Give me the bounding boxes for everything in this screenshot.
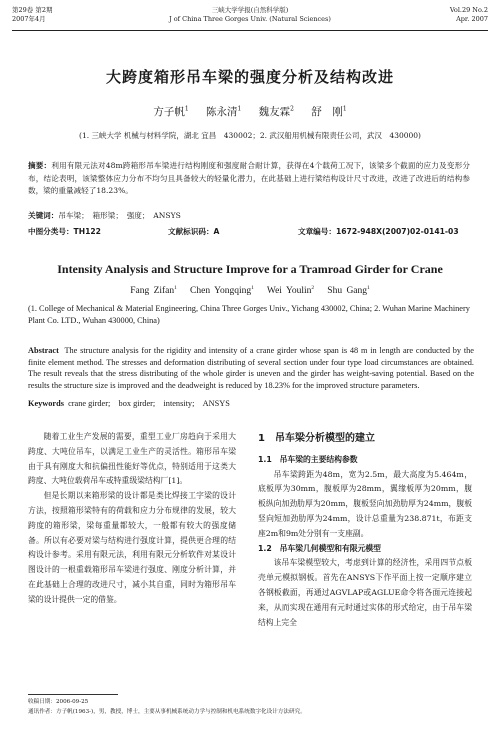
- footnote-received: 收稿日期：2006-09-25: [28, 699, 89, 705]
- clc-number: 中图分类号：TH122: [28, 227, 101, 236]
- author-cn: 方子帆$^1$: [153, 105, 189, 118]
- body-right-column: [258, 430, 472, 630]
- authors-chinese: [0, 104, 500, 119]
- document-code: 文献标识码：A: [168, 227, 220, 236]
- affiliation-chinese: (1. 三峡大学 机械与材料学院，湖北 宜昌 430002；2. 武汉船用机械有限责任公司，武汉 430000): [79, 131, 421, 140]
- body-paragraph: 该吊车梁模型较大，考虑到计算的经济性，采用四节点板壳单元模拟钢板。首先在ANSYS下作平面上按一定顺序建立各钢板截面，再通过AGVLAP或AGLUE命令将各面元连接起来，从而实现在通用有元时通过实体的形式给定，由于吊车梁结构上完全: [258, 558, 472, 627]
- subsection-heading: 1.1 吊车梁的主要结构参数: [258, 454, 358, 464]
- author-cn: 陈永清$^1$: [206, 105, 242, 118]
- abstract-text: 利用有限元法对48m跨箱形吊车梁进行结构刚度和强度耐合耐计算，获得在4个载荷工况下，该梁多个截面的应力及变形分布，结论表明，该梁整体应力分布不均匀且具备较大的轻量化潜力，在此基础上进行梁结构设计尺寸改进，改进了改进后的结构参数，梁的重量减轻了18.23%。: [28, 161, 470, 195]
- header-issue: Vol.29 No.2 Apr. 2007: [449, 6, 488, 23]
- footnote-author: 通讯作者：方子帆(1963-)，男，教授，博士，主要从事机械系统动力学与控制和机电系统数字化设计方法研究。: [28, 709, 306, 715]
- keywords-text: 吊车梁； 箱形梁； 强度； ANSYS: [58, 211, 181, 220]
- affiliation-english: (1. College of Mechanical & Material Engineering, China Three Gorges Univ., Yichang 430002, China; 2. Wuhan Marine Machinery Plant Co. LTD., Wuhan 430000, China): [28, 304, 470, 325]
- author-cn: 舒 刚$^1$: [311, 105, 347, 118]
- body-paragraph: 吊车梁跨距为48m，宽为2.5m，最大高度为5.464m，底板厚为30mm，腹板厚为28mm，翼缘板厚为20mm，腹板纵向加劲肋厚为20mm，腹板竖向加劲肋厚为24mm，腹板竖向短加劲肋厚为24mm，设计总重量为238.871t，布距支座2m和9m处分别有一支座副。: [258, 469, 472, 538]
- title-chinese: 大跨度箱形吊车梁的强度分析及结构改进: [105, 68, 394, 86]
- body-paragraph: 随着工业生产发展的需要，重型工业厂房趋向于采用大跨度、大吨位吊车，以满足工业生产的灵活性。箱形吊车梁由于具有刚度大和抗偏扭性能好等优点，特别适用于这类大跨度、大吨位载荷吊车或特重级梁结构厂[1]。: [28, 432, 236, 486]
- abstract-en-text: The structure analysis for the rigidity and intensity of a crane girder whose span is 48 m in length are conducted by the finite element method. The stresses and deformation distributing of several section under four type load circumstances are obtained. The result reveals that the stress distributing of the whole girder is uneven and the girder has weight-saving potential. Based on the results the structure size is improved and the deadweight is reduced by 18.23% for the improved structure parameters.: [28, 346, 474, 390]
- body-left-column: [28, 430, 236, 608]
- body-paragraph: 但是长期以来箱形梁的设计都是类比焊接工字梁的设计方法，按照箱形梁特有的荷载和应力分布规律的发展，较大跨度的箱形梁，梁每重量都较大，一般都有较大的强度储备。所以有必要对梁与结构进行强度计算，提供更合理的结构设计参考。采用有限元法，利用有限元分析软件对某设计图设计的一根重载箱形吊车梁进行强度、刚度分析计算，并在此基础上合理的改进尺寸，减小其自重，同时为箱形吊车梁的设计提供一定的借鉴。: [28, 491, 236, 604]
- keywords-english: [28, 397, 474, 409]
- subsection-heading: 1.2 吊车梁几何模型和有限元模型: [258, 543, 381, 553]
- author-en: Shu Gang$^1$: [327, 285, 370, 297]
- abstract-english: [28, 345, 474, 391]
- abstract-en-label: Abstract: [28, 346, 59, 355]
- footnotes: [28, 697, 474, 717]
- title-english: Intensity Analysis and Structure Improve for a Tramroad Girder for Crane: [57, 262, 443, 276]
- abstract-label: 摘要：: [28, 161, 52, 170]
- keywords-label: 关键词：: [28, 211, 59, 220]
- keywords-en-label: Keywords: [28, 399, 64, 408]
- author-en: Chen Yongqing$^1$: [190, 285, 254, 297]
- keywords-chinese: [28, 210, 470, 221]
- authors-english: [0, 285, 500, 296]
- abstract-chinese: [28, 160, 470, 198]
- author-en: Wei Youlin$^2$: [266, 285, 315, 297]
- section-heading: 1 吊车梁分析模型的建立: [258, 433, 375, 444]
- footnote-rule: [28, 694, 118, 695]
- running-header: [12, 4, 488, 31]
- header-volume: 第29卷 第2期 2007年4月: [12, 6, 53, 23]
- article-number: 文章编号：1672-948X(2007)02-0141-03: [298, 227, 459, 236]
- author-cn: 魏友霖$^2$: [258, 105, 294, 118]
- keywords-en-text: crane girder; box girder; intensity; ANSYS: [68, 399, 230, 408]
- author-en: Fang Zifan$^1$: [130, 285, 177, 297]
- header-journal: 三峡大学学报(自然科学版) J of China Three Gorges Univ. (Natural Sciences): [169, 6, 331, 23]
